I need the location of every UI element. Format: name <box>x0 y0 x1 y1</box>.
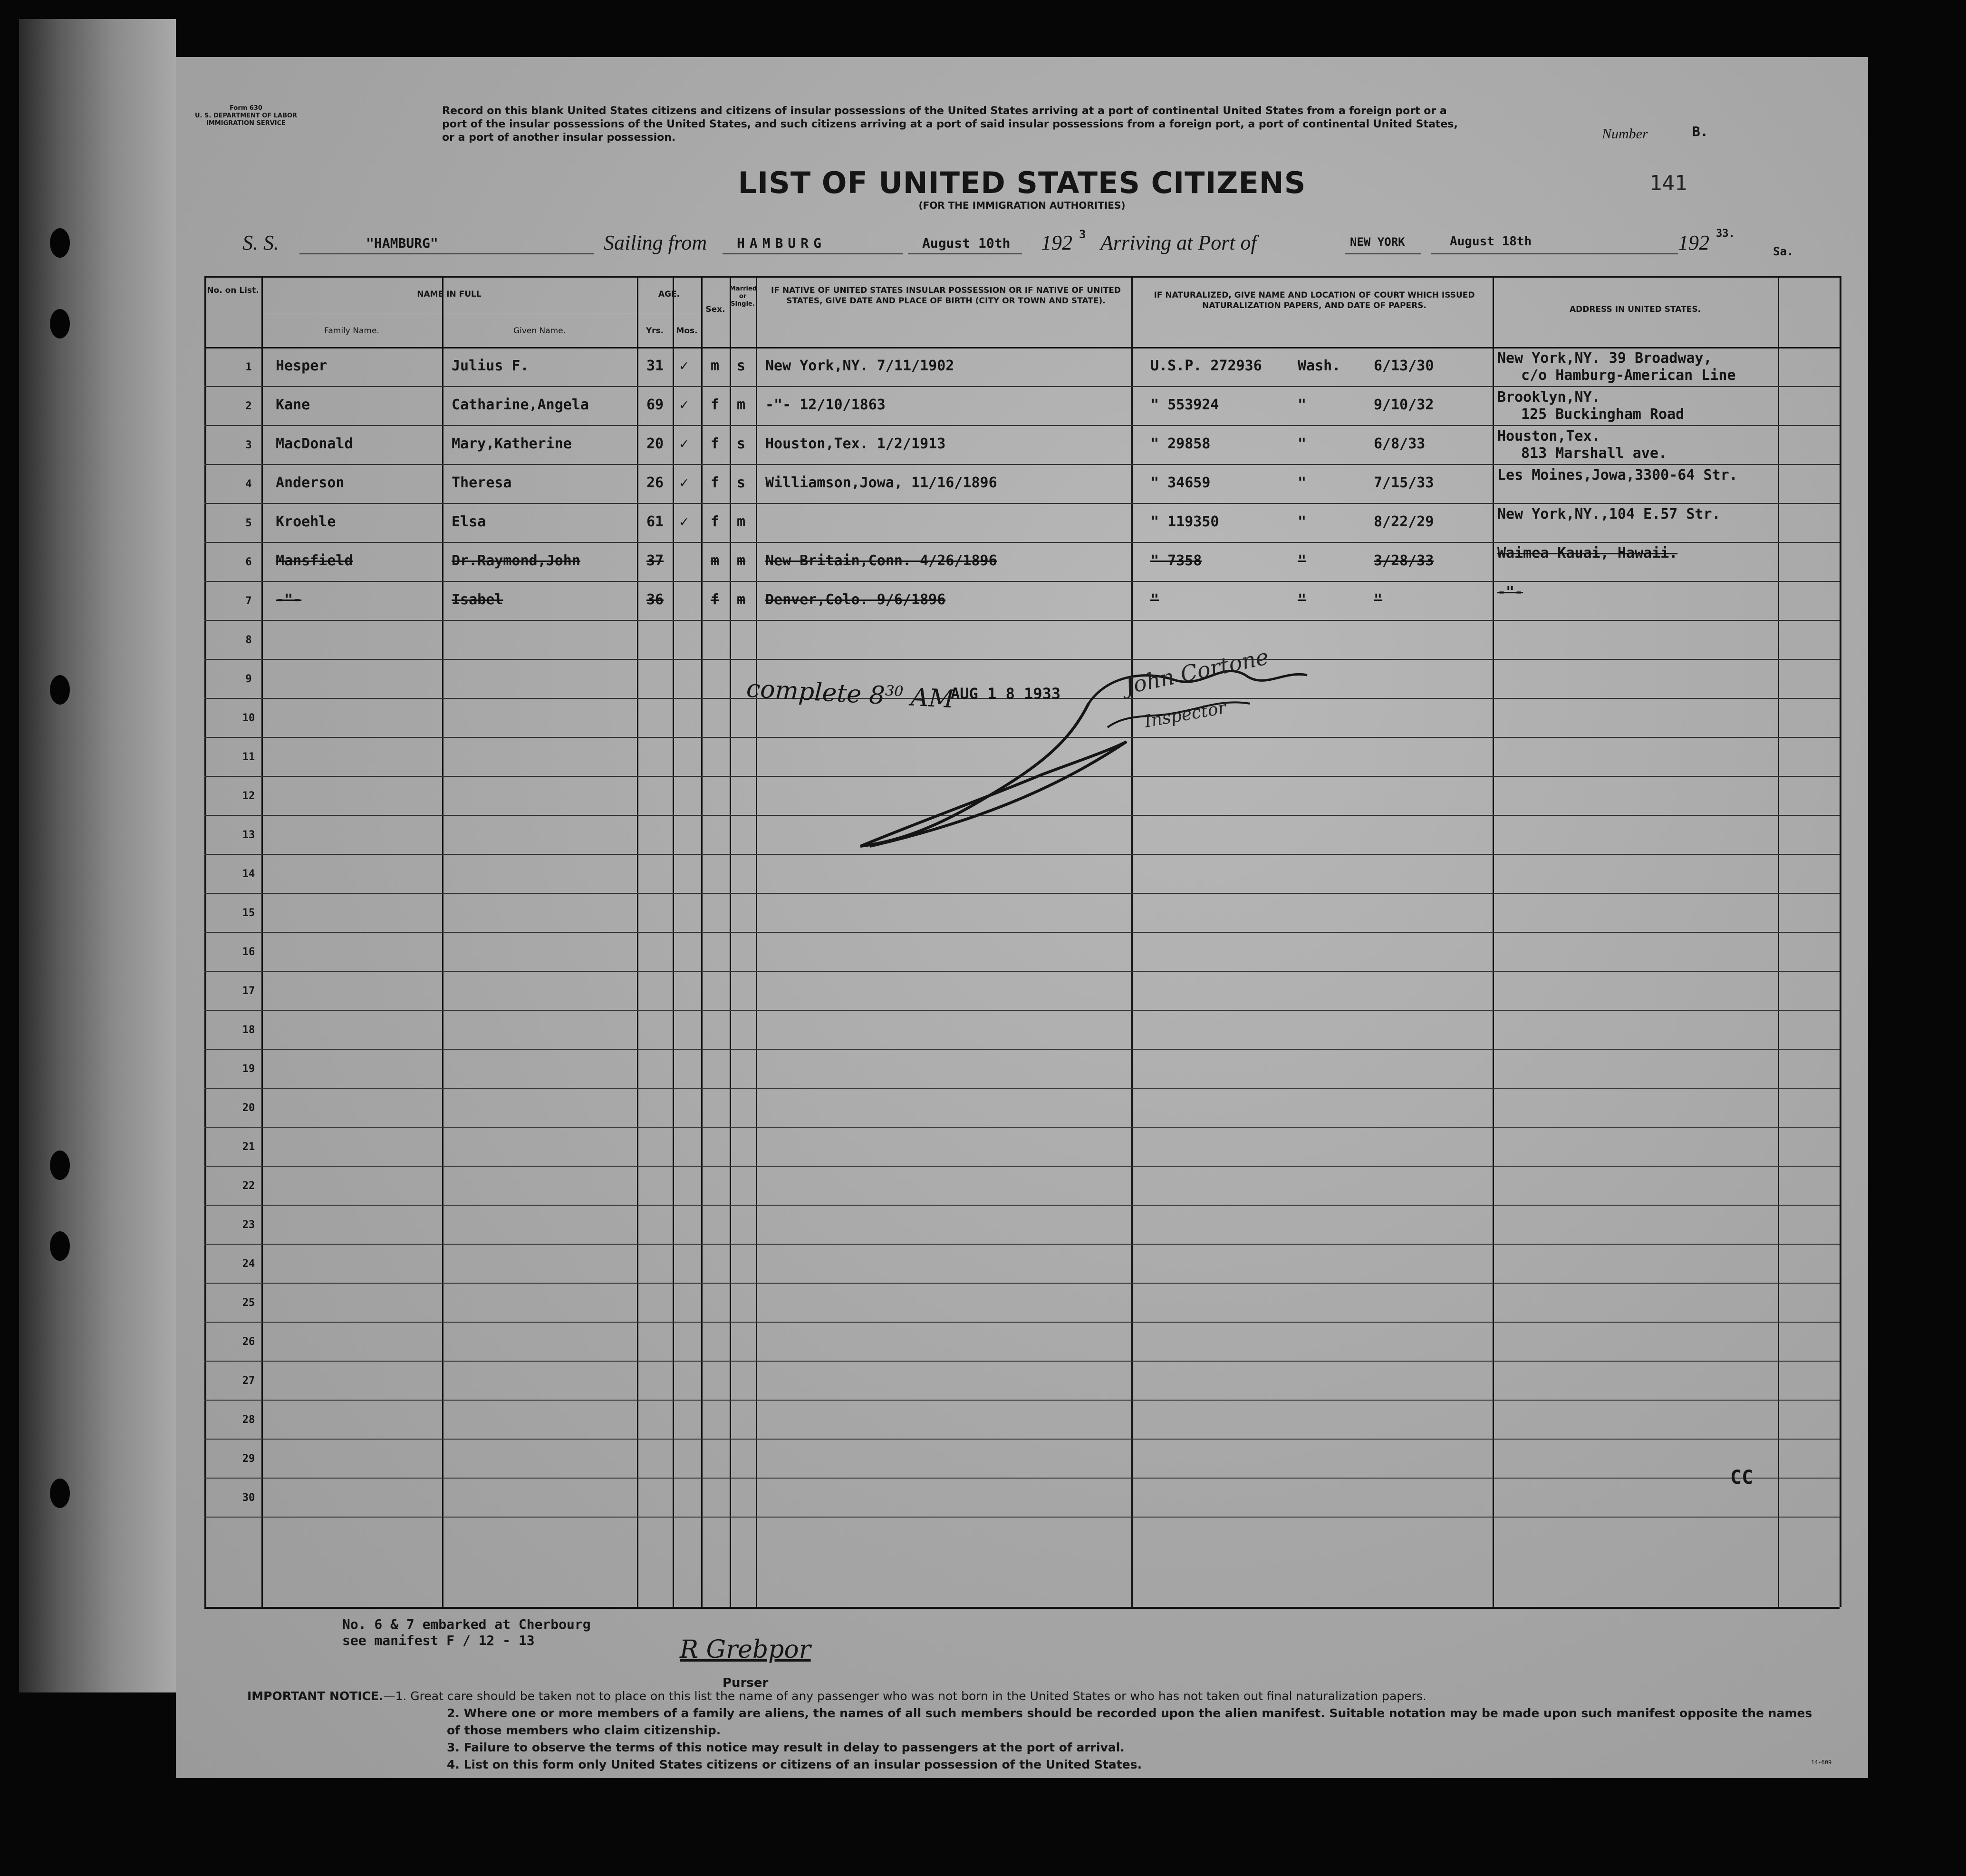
cell-birth: New York,NY. 7/11/1902 <box>765 358 954 374</box>
form-instructions: Record on this blank United States citizens and citizens of insular possessions of the United States arriving at a port of continental United States from a foreign port or a port of the insular possessions of the United States, and such citizens arriving at a port of said insular possessions from a foreign port, a port of continental United States, or a port of another insular possession. <box>442 105 1458 144</box>
notice-item-2: 2. Where one or more members of a family are aliens, the names of all such members should be recorded upon the alien manifest. Suitable notation may be made upon such manifest opposite the names of those members who claim citizenship. <box>447 1706 1812 1737</box>
department-name: U. S. DEPARTMENT OF LABOR <box>195 112 298 119</box>
cell-nat-loc: " <box>1298 591 1307 608</box>
sail-date: August 10th <box>922 235 1011 251</box>
arrival-port: NEW YORK <box>1350 235 1405 249</box>
col-header-family: Family Name. <box>324 326 379 336</box>
cell-address-line2: c/o Hamburg-American Line <box>1521 367 1736 384</box>
note-line-1: No. 6 & 7 embarked at Cherbourg <box>342 1616 591 1632</box>
col-line <box>673 276 674 1607</box>
ss-label: S. S. <box>242 231 279 254</box>
sail-year: 3 <box>1079 228 1086 241</box>
col-line <box>1778 276 1779 1607</box>
col-line <box>1840 276 1841 1607</box>
underline <box>908 253 1022 254</box>
complete-time-sup: 30 <box>885 682 904 700</box>
cell-nat-date: 8/22/29 <box>1374 513 1434 530</box>
col-header-yrs: Yrs. <box>646 326 664 336</box>
row-number: 26 <box>242 1336 255 1348</box>
ship-name: "HAMBURG" <box>366 235 438 251</box>
note-line-2: see manifest F / 12 - 13 <box>342 1633 535 1648</box>
row-number: 14 <box>242 868 255 880</box>
cell-mos: ✓ <box>680 513 689 530</box>
col-line <box>756 276 757 1607</box>
cell-address: New York,NY. 39 Broadway, <box>1497 350 1712 367</box>
binder-hole <box>50 1479 70 1508</box>
row-line <box>204 1322 1840 1323</box>
cell-address: Brooklyn,NY. <box>1497 389 1600 406</box>
row-number: 17 <box>242 985 255 997</box>
cell-sex: f <box>711 474 720 491</box>
cell-given: Theresa <box>452 474 512 491</box>
row-number: 25 <box>242 1297 255 1309</box>
row-number: 7 <box>245 595 252 607</box>
cell-yrs: 61 <box>646 513 664 530</box>
binder-hole <box>50 309 70 338</box>
cell-sex: f <box>711 513 720 530</box>
cell-nat-loc: " <box>1298 435 1307 452</box>
page-stamp-number: 141 <box>1649 171 1687 195</box>
underline <box>1431 253 1678 254</box>
cell-nat-court: " 7358 <box>1150 552 1202 569</box>
notice-item-3: 3. Failure to observe the terms of this notice may result in delay to passengers at the port of arrival. <box>447 1741 1125 1754</box>
row-line <box>204 1361 1840 1362</box>
cell-nat-date: 9/10/32 <box>1374 396 1434 413</box>
notice-item-1: —1. Great care should be taken not to place on this list the name of any passenger who was not born in the United States or who has not taken out final naturalization papers. <box>383 1689 1426 1703</box>
cell-nat-date: 7/15/33 <box>1374 474 1434 491</box>
cell-given: Mary,Katherine <box>452 435 572 452</box>
page-title: LIST OF UNITED STATES CITIZENS <box>738 165 1306 200</box>
form-code: 14-609 <box>1811 1759 1832 1766</box>
cell-nat-court: " 553924 <box>1150 396 1219 413</box>
cell-nat-date: 6/13/30 <box>1374 358 1434 374</box>
row-line <box>204 1205 1840 1206</box>
inspector-signature <box>841 618 1459 884</box>
cell-nat-date: " <box>1374 591 1383 608</box>
cell-marital: m <box>737 396 746 413</box>
cell-sex: m <box>711 552 720 569</box>
arrival-year-prefix: 192 <box>1678 231 1709 254</box>
cell-given: Isabel <box>452 591 503 608</box>
row-line <box>204 425 1840 426</box>
table-border <box>204 276 1840 278</box>
cell-birth: Denver,Colo. 9/6/1896 <box>765 591 946 608</box>
cell-sex: f <box>711 591 720 608</box>
cell-nat-court: U.S.P. 272936 <box>1150 358 1262 374</box>
row-line <box>204 1049 1840 1050</box>
row-number: 29 <box>242 1453 255 1465</box>
cell-mos: ✓ <box>680 358 689 374</box>
voyage-line <box>176 228 1868 264</box>
row-number: 27 <box>242 1375 255 1387</box>
col-header-naturalized: IF NATURALIZED, GIVE NAME AND LOCATION OF COURT WHICH ISSUED NATURALIZATION PAPERS, AND DATE OF PAPERS. <box>1154 290 1475 310</box>
col-line <box>701 276 703 1607</box>
row-number: 5 <box>245 517 252 529</box>
row-line <box>204 1088 1840 1089</box>
row-number: 10 <box>242 712 255 724</box>
row-line <box>204 581 1840 582</box>
row-line <box>204 1010 1840 1011</box>
cell-address-line2: 813 Marshall ave. <box>1521 445 1667 462</box>
cell-address: -"- <box>1497 584 1523 600</box>
cell-address: Les Moines,Jowa,3300-64 Str. <box>1497 467 1738 484</box>
cell-mos: ✓ <box>680 396 689 413</box>
col-header-address: ADDRESS IN UNITED STATES. <box>1569 305 1701 314</box>
cell-marital: s <box>737 435 746 452</box>
row-line <box>204 932 1840 933</box>
binder-hole <box>50 675 70 705</box>
cell-nat-loc: Wash. <box>1298 358 1341 374</box>
from-port: HAMBURG <box>737 235 827 251</box>
cell-sex: f <box>711 396 720 413</box>
ledger-binding-strip <box>19 19 176 1692</box>
row-line <box>204 893 1840 894</box>
cell-yrs: 26 <box>646 474 664 491</box>
number-value: B. <box>1692 124 1708 139</box>
row-number: 13 <box>242 829 255 841</box>
cell-nat-loc: " <box>1298 474 1307 491</box>
row-number: 22 <box>242 1180 255 1192</box>
arrival-date: August 18th <box>1450 234 1532 249</box>
cell-yrs: 37 <box>646 552 664 569</box>
cell-address: Houston,Tex. <box>1497 428 1600 445</box>
col-header-no: No. on List. <box>207 286 259 295</box>
row-number: 15 <box>242 907 255 919</box>
cell-family: Kroehle <box>276 513 336 530</box>
cell-family: Kane <box>276 396 310 413</box>
underline <box>1345 253 1421 254</box>
cell-nat-date: 6/8/33 <box>1374 435 1426 452</box>
row-line <box>204 386 1840 387</box>
cell-family: -"- <box>276 591 302 608</box>
service-name: IMMIGRATION SERVICE <box>206 120 286 127</box>
underline <box>299 253 594 254</box>
manifest-page <box>176 57 1868 1778</box>
col-line <box>204 276 206 1607</box>
arrival-year: 33. <box>1716 228 1735 240</box>
citizens-table <box>204 276 1840 1607</box>
row-number: 9 <box>245 673 252 685</box>
cell-nat-court: " 29858 <box>1150 435 1211 452</box>
row-number: 24 <box>242 1258 255 1270</box>
cell-nat-court: " <box>1150 591 1159 608</box>
cell-birth: Houston,Tex. 1/2/1913 <box>765 435 946 452</box>
row-line <box>204 1439 1840 1440</box>
notice-heading: IMPORTANT NOTICE. <box>247 1689 384 1703</box>
form-identifier <box>195 105 297 127</box>
row-number: 6 <box>245 556 252 568</box>
row-number: 12 <box>242 790 255 802</box>
notice-item-4: 4. List on this form only United States citizens or citizens of an insular possession of the United States. <box>447 1758 1142 1771</box>
cell-mos: ✓ <box>680 474 689 491</box>
cell-marital: s <box>737 474 746 491</box>
cell-nat-date: 3/28/33 <box>1374 552 1434 569</box>
col-header-married: Married or Single. <box>730 285 757 308</box>
row-number: 11 <box>242 751 255 763</box>
col-line <box>261 276 263 1607</box>
cell-marital: m <box>737 513 746 530</box>
cell-address: Waimea Kauai, Hawaii. <box>1497 545 1678 561</box>
col-header-given: Given Name. <box>513 326 566 336</box>
cell-birth: -"- 12/10/1863 <box>765 396 886 413</box>
complete-am: AM <box>910 683 955 714</box>
page-subtitle: (FOR THE IMMIGRATION AUTHORITIES) <box>918 200 1126 211</box>
binder-hole <box>50 1231 70 1261</box>
cell-given: Catharine,Angela <box>452 396 589 413</box>
row-number: 4 <box>245 478 252 490</box>
cell-family: Mansfield <box>276 552 353 569</box>
row-number: 20 <box>242 1102 255 1114</box>
row-line <box>204 1400 1840 1401</box>
cell-nat-court: " 34659 <box>1150 474 1211 491</box>
row-line <box>204 1517 1840 1518</box>
cell-sex: f <box>711 435 720 452</box>
row-number: 18 <box>242 1024 255 1036</box>
row-number: 2 <box>245 400 252 412</box>
cell-address-line2: 125 Buckingham Road <box>1521 406 1685 423</box>
col-header-age: AGE. <box>658 290 680 299</box>
cell-given: Julius F. <box>452 358 529 374</box>
cell-nat-loc: " <box>1298 396 1307 413</box>
cell-nat-loc: " <box>1298 513 1307 530</box>
row-line <box>204 503 1840 504</box>
row-line <box>204 464 1840 465</box>
row-line <box>204 971 1840 972</box>
cell-family: MacDonald <box>276 435 353 452</box>
form-number: Form 630 <box>230 105 262 112</box>
col-line <box>1131 276 1133 1607</box>
row-number: 3 <box>245 439 252 451</box>
row-number: 16 <box>242 946 255 958</box>
row-number: 19 <box>242 1063 255 1075</box>
cc-mark: CC <box>1730 1467 1754 1489</box>
col-header-birth: IF NATIVE OF UNITED STATES INSULAR POSSESSION OR IF NATIVE OF UNITED STATES, GIVE DATE AND PLACE OF BIRTH (CITY OR TOWN AND STATE). <box>771 286 1121 306</box>
col-header-mos: Mos. <box>676 326 698 336</box>
row-line <box>204 1244 1840 1245</box>
cell-marital: s <box>737 358 746 374</box>
cell-marital: m <box>737 552 746 569</box>
cell-nat-court: " 119350 <box>1150 513 1219 530</box>
cell-nat-loc: " <box>1298 552 1307 569</box>
year-prefix: 192 <box>1041 231 1072 254</box>
purser-signature: R Grebpor <box>680 1635 811 1664</box>
table-border <box>204 1607 1840 1609</box>
cell-given: Dr.Raymond,John <box>452 552 580 569</box>
arriving-label: Arriving at Port of <box>1100 231 1257 254</box>
cell-yrs: 20 <box>646 435 664 452</box>
cell-family: Hesper <box>276 358 328 374</box>
inspector-name: John Cortone <box>1122 643 1271 699</box>
cell-given: Elsa <box>452 513 486 530</box>
underline <box>723 253 903 254</box>
cell-sex: m <box>711 358 720 374</box>
col-line <box>730 276 731 1607</box>
binder-hole <box>50 1151 70 1180</box>
complete-text: complete 8 <box>745 674 886 710</box>
cell-marital: m <box>737 591 746 608</box>
row-number: 21 <box>242 1141 255 1153</box>
number-label: Number <box>1602 126 1648 142</box>
cell-birth: New Britain,Conn. 4/26/1896 <box>765 552 997 569</box>
important-notice <box>247 1688 1816 1773</box>
row-number: 23 <box>242 1219 255 1231</box>
cell-yrs: 69 <box>646 396 664 413</box>
row-line <box>204 1127 1840 1128</box>
inspector-title: Inspector <box>1143 698 1228 732</box>
col-header-sex: Sex. <box>705 305 725 314</box>
row-line <box>204 1478 1840 1479</box>
sailing-label: Sailing from <box>604 231 707 254</box>
cell-yrs: 31 <box>646 358 664 374</box>
date-stamp: AUG 1 8 1933 <box>951 685 1061 703</box>
row-number: 28 <box>242 1414 255 1426</box>
row-line <box>204 542 1840 543</box>
embarkation-notes <box>342 1616 591 1649</box>
cell-birth: Williamson,Jowa, 11/16/1896 <box>765 474 997 491</box>
row-line <box>204 1166 1840 1167</box>
col-line <box>442 276 443 1607</box>
binder-hole <box>50 228 70 258</box>
purser-label: Purser <box>723 1676 769 1690</box>
cell-family: Anderson <box>276 474 345 491</box>
cell-yrs: 36 <box>646 591 664 608</box>
voyage-suffix: Sa. <box>1773 245 1794 258</box>
row-number: 30 <box>242 1492 255 1504</box>
col-line <box>1493 276 1494 1607</box>
row-line <box>204 1283 1840 1284</box>
cell-address: New York,NY.,104 E.57 Str. <box>1497 506 1721 522</box>
row-number: 8 <box>245 634 252 646</box>
col-line <box>637 276 638 1607</box>
row-number: 1 <box>245 361 252 373</box>
cell-mos: ✓ <box>680 435 689 452</box>
header-divider <box>204 347 1840 348</box>
col-header-name: NAME IN FULL <box>417 290 482 299</box>
